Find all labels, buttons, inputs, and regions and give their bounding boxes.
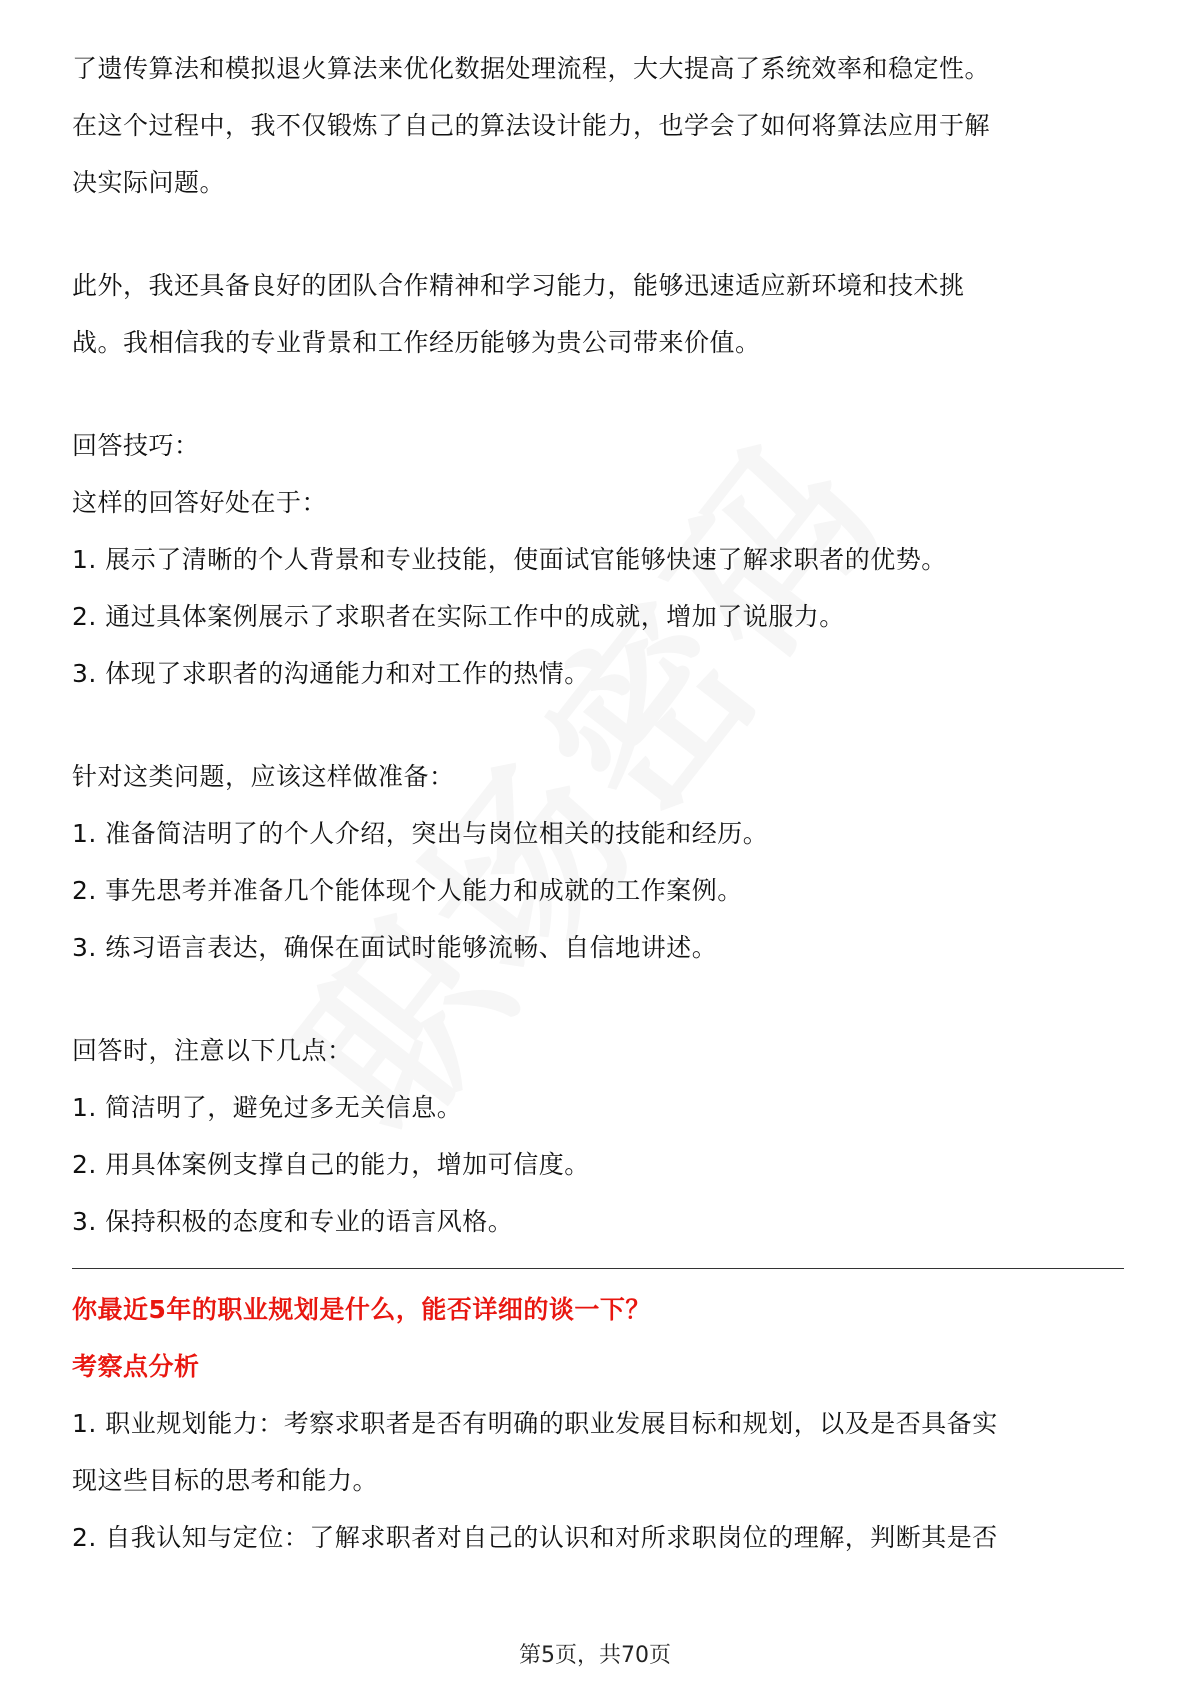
list-item: 2. 用具体案例支撑自己的能力，增加可信度。 xyxy=(72,1150,590,1179)
section-heading: 回答时，注意以下几点： xyxy=(72,1036,353,1065)
preparation-section xyxy=(72,748,1124,976)
text-line: 在这个过程中，我不仅锻炼了自己的算法设计能力，也学会了如何将算法应用于解 xyxy=(72,111,991,140)
section-heading: 针对这类问题，应该这样做准备： xyxy=(72,762,455,791)
section-divider xyxy=(72,1268,1124,1269)
text-line: 了遗传算法和模拟退火算法来优化数据处理流程，大大提高了系统效率和稳定性。 xyxy=(72,54,991,83)
section-heading: 回答技巧： xyxy=(72,431,200,460)
text-line: 2. 自我认知与定位：了解求职者对自己的认识和对所求职岗位的理解，判断其是否 xyxy=(72,1523,998,1552)
list-item: 1. 简洁明了，避免过多无关信息。 xyxy=(72,1093,463,1122)
list-item: 1. 展示了清晰的个人背景和专业技能，使面试官能够快速了解求职者的优势。 xyxy=(72,545,947,574)
paragraph-teamwork xyxy=(72,257,1124,371)
list-item: 3. 体现了求职者的沟通能力和对工作的热情。 xyxy=(72,659,590,688)
text-line: 此外，我还具备良好的团队合作精神和学习能力，能够迅速适应新环境和技术挑 xyxy=(72,271,965,300)
spacer xyxy=(72,211,1124,257)
question-title: 你最近5年的职业规划是什么，能否详细的谈一下？ xyxy=(72,1295,651,1324)
text-line: 决实际问题。 xyxy=(72,168,226,197)
list-item: 3. 练习语言表达，确保在面试时能够流畅、自信地讲述。 xyxy=(72,933,718,962)
analysis-heading: 考察点分析 xyxy=(72,1352,200,1381)
attention-section xyxy=(72,1022,1124,1250)
page-number: 第5页，共70页 xyxy=(519,1643,671,1668)
paragraph-algorithm xyxy=(72,40,1124,211)
text-line: 现这些目标的思考和能力。 xyxy=(72,1466,379,1495)
page-content xyxy=(72,40,1124,1566)
text-line: 1. 职业规划能力：考察求职者是否有明确的职业发展目标和规划，以及是否具备实 xyxy=(72,1409,998,1438)
next-question-section xyxy=(72,1281,1124,1566)
list-item: 1. 准备简洁明了的个人介绍，突出与岗位相关的技能和经历。 xyxy=(72,819,769,848)
answer-tips-section xyxy=(72,417,1124,702)
spacer xyxy=(72,371,1124,417)
list-item: 2. 通过具体案例展示了求职者在实际工作中的成就，增加了说服力。 xyxy=(72,602,845,631)
spacer xyxy=(72,702,1124,748)
text-line: 战。我相信我的专业背景和工作经历能够为贵公司带来价值。 xyxy=(72,328,761,357)
spacer xyxy=(72,976,1124,1022)
list-item: 3. 保持积极的态度和专业的语言风格。 xyxy=(72,1207,514,1236)
list-item: 2. 事先思考并准备几个能体现个人能力和成就的工作案例。 xyxy=(72,876,743,905)
section-intro: 这样的回答好处在于： xyxy=(72,488,328,517)
